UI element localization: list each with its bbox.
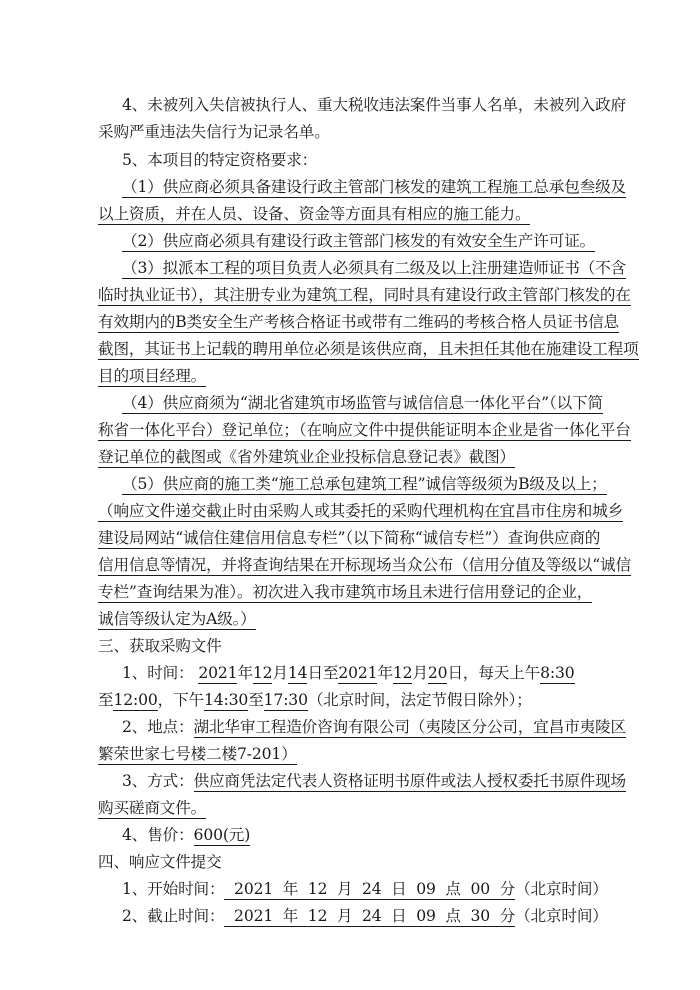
req-2-line: （2）供应商必须具有建设行政主管部门核发的有效安全生产许可证。 bbox=[122, 232, 596, 250]
item-4-line-2: 采购严重违法失信行为记录名单。 bbox=[98, 123, 330, 141]
item-4-line-1: 4、未被列入失信被执行人、重大税收违法案件当事人名单，未被列入政府 bbox=[122, 96, 626, 114]
req-5-line-5: 专栏”查询结果为准）。初次进入我市建筑市场且未进行信用登记的企业， bbox=[98, 583, 593, 601]
req-5-line-6: 诚信等级认定为A级。） bbox=[98, 610, 256, 628]
req-4-line-2: 称省一体化平台）登记单位；（在响应文件中提供能证明本企业是省一体化平台 bbox=[98, 421, 631, 439]
req-5-line-1: （5）供应商的施工类“施工总承包建筑工程”诚信等级须为B级及以上； bbox=[122, 475, 607, 493]
req-3-line-4: 截图，其证书上记载的聘用单位必须是该供应商，且未担任其他在施建设工程项 bbox=[98, 340, 639, 358]
section-4-heading: 四、响应文件提交 bbox=[98, 853, 222, 871]
method-line-2: 购买磋商文件。 bbox=[98, 799, 207, 817]
start-time-line: 1、开始时间： 2021 年 12 月 24 日 09 点 00 分（北京时间） bbox=[122, 880, 608, 898]
req-3-line-5: 目的项目经理。 bbox=[98, 367, 207, 385]
req-1-line-2: 以上资质，并在人员、设备、资金等方面具有相应的施工能力。 bbox=[98, 205, 531, 223]
req-5-line-3: 建设局网站“诚信住建信用信息专栏”（以下简称“诚信专栏”）查询供应商的 bbox=[98, 529, 601, 547]
req-3-line-1: （3）拟派本工程的项目负责人必须具有二级及以上注册建造师证书（不含 bbox=[122, 259, 626, 277]
location-line-2: 繁荣世家七号楼二楼7-201） bbox=[98, 745, 297, 763]
req-5-line-4: 信用信息等情况，并将查询结果在开标现场当众公布（信用分值及等级以“诚信 bbox=[98, 556, 631, 574]
req-5-line-2: （响应文件递交截止时由采购人或其委托的采购代理机构在宜昌市住房和城乡 bbox=[98, 502, 624, 520]
item-5-heading: 5、本项目的特定资格要求： bbox=[122, 151, 318, 169]
req-3-line-3: 有效期内的B类安全生产考核合格证书或带有二维码的考核合格人员证书信息 bbox=[98, 313, 619, 331]
time-line-1: 1、时间： 2021年12月14日至2021年12月20日，每天上午8:30 bbox=[122, 664, 575, 682]
location-line-1: 2、地点：湖北华审工程造价咨询有限公司（夷陵区分公司，宜昌市夷陵区 bbox=[122, 718, 626, 736]
req-1-line-1: （1）供应商必须具备建设行政主管部门核发的建筑工程施工总承包叁级及 bbox=[122, 178, 626, 196]
section-3-heading: 三、获取采购文件 bbox=[98, 637, 222, 655]
method-line-1: 3、方式：供应商凭法定代表人资格证明书原件或法人授权委托书原件现场 bbox=[122, 772, 626, 790]
price-line: 4、售价：600(元) bbox=[122, 826, 251, 844]
req-3-line-2: 临时执业证书），其注册专业为建筑工程，同时具有建设行政主管部门核发的在 bbox=[98, 286, 631, 304]
req-4-line-1: （4）供应商须为“湖北省建筑市场监管与诚信信息一体化平台”（以下简 bbox=[122, 394, 603, 412]
time-line-2: 至12:00，下午14:30至17:30（北京时间，法定节假日除外）； bbox=[98, 691, 532, 709]
req-4-line-3: 登记单位的截图或《省外建筑业企业投标信息登记表》截图） bbox=[98, 448, 515, 466]
end-time-line: 2、截止时间： 2021 年 12 月 24 日 09 点 30 分（北京时间） bbox=[122, 907, 608, 925]
